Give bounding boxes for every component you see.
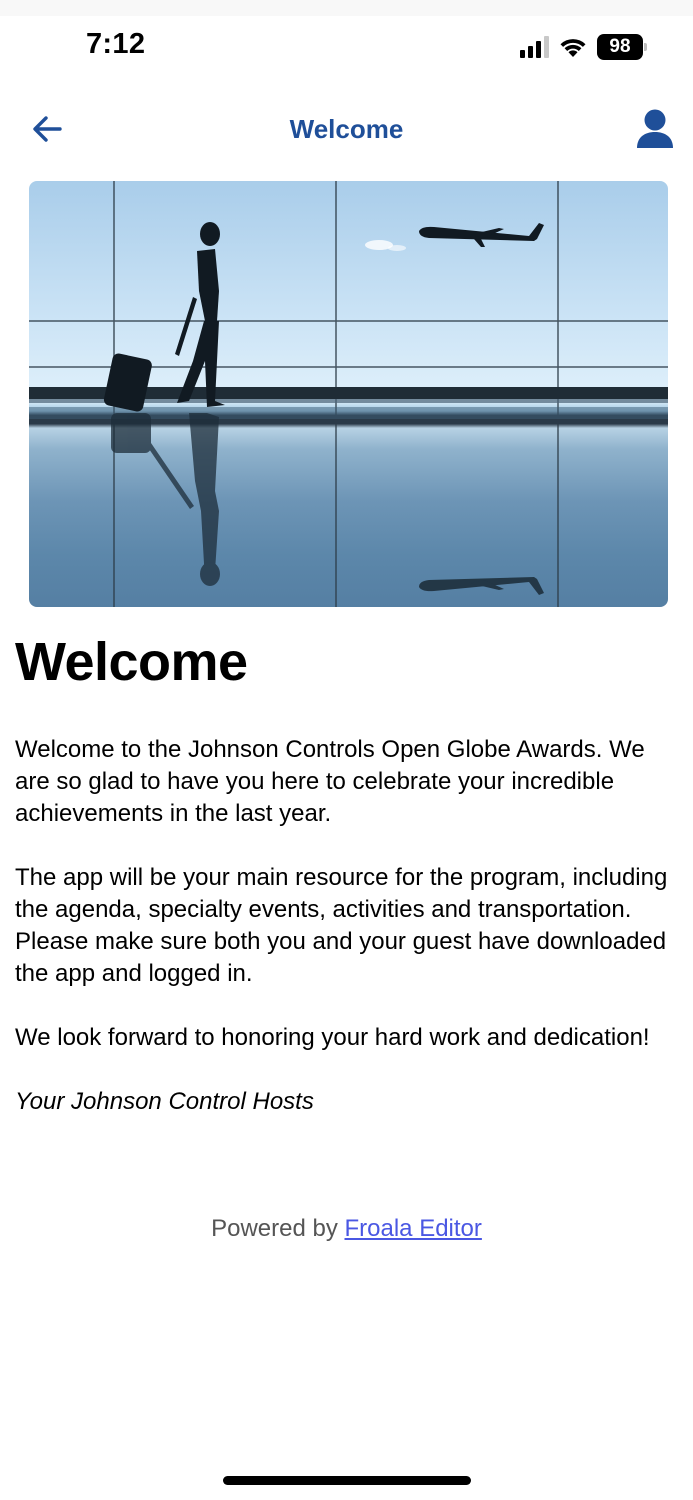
- status-bar: [0, 16, 693, 76]
- status-icons: [520, 34, 647, 60]
- wifi-icon: [559, 36, 587, 58]
- article-heading: Welcome: [15, 632, 248, 692]
- top-strip: [0, 0, 693, 16]
- page-title: Welcome: [289, 114, 404, 144]
- article-content: [15, 630, 675, 1150]
- profile-button[interactable]: [635, 108, 675, 150]
- signature: Your Johnson Control Hosts: [15, 1088, 314, 1115]
- navigation-bar: [0, 100, 693, 156]
- paragraph-app-info: The app will be your main resource for the program, including the agenda, specialty events, activities and transportation. Please make sure both you and your guest have downloaded the app and logged in.: [15, 864, 668, 987]
- home-indicator[interactable]: [223, 1476, 471, 1485]
- powered-by-label: Powered by: [211, 1215, 345, 1242]
- froala-editor-link[interactable]: Froala Editor: [344, 1215, 482, 1242]
- hero-image: [29, 181, 668, 607]
- paragraph-intro: Welcome to the Johnson Controls Open Globe Awards. We are so glad to have you here to celebrate your incredible achievements in the last year.: [15, 736, 645, 827]
- battery-level: 98: [597, 34, 643, 60]
- airport-traveler-illustration: [29, 181, 668, 607]
- powered-by-footer: [0, 1215, 693, 1243]
- battery-tip: [644, 43, 647, 51]
- paragraph-closing: We look forward to honoring your hard work and dedication!: [15, 1024, 650, 1051]
- user-icon: [635, 108, 675, 150]
- cellular-signal-icon: [520, 36, 549, 58]
- battery-icon: [597, 34, 647, 60]
- status-time: 7:12: [86, 28, 146, 60]
